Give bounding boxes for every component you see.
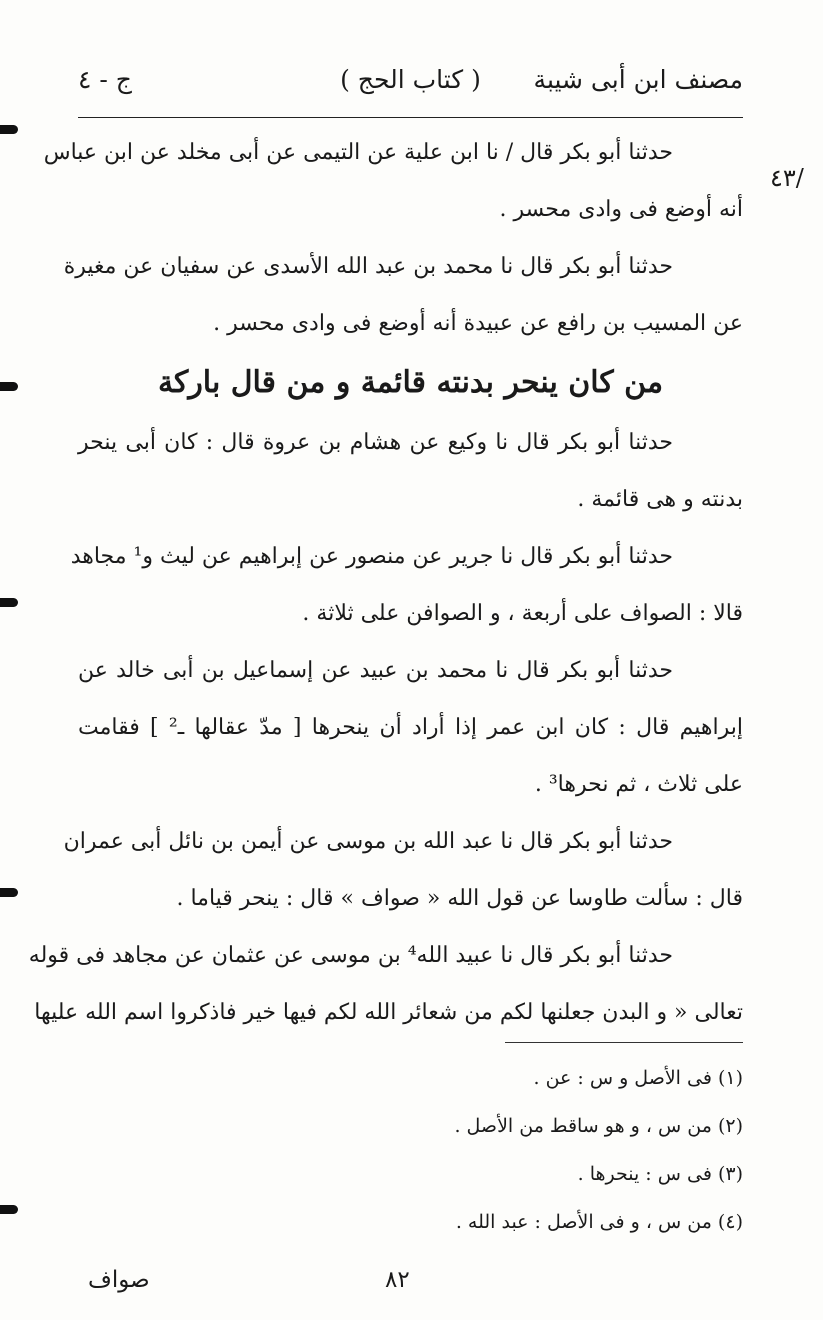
footnote: (١) فى الأصل و س : عن . [533, 1067, 743, 1089]
margin-folio-reference: /٤٣ [770, 164, 804, 192]
binding-mark [0, 1205, 18, 1214]
binding-mark [0, 598, 18, 607]
text-line: على ثلاث ، ثم نحرها³ . [534, 772, 743, 797]
text-line: حدثنا أبو بكر قال نا عبد الله بن موسى عن أيمن بن نائل أبى عمران [63, 829, 673, 854]
header-chapter-title: ( كتاب الحج ) [340, 65, 481, 94]
text-line: قال : سألت طاوسا عن قول الله « صواف » قال : ينحر قياما . [176, 886, 743, 911]
footnote-rule [505, 1042, 743, 1043]
binding-mark [0, 125, 18, 134]
text-line: حدثنا أبو بكر قال نا محمد بن عبيد عن إسماعيل بن أبى خالد عن [78, 658, 673, 683]
binding-mark [0, 888, 18, 897]
footnote: (٤) من س ، و فى الأصل : عبد الله . [455, 1211, 743, 1233]
text-line: حدثنا أبو بكر قال / نا ابن علية عن التيمى عن أبى مخلد عن ابن عباس [43, 140, 673, 165]
header-rule [78, 117, 743, 118]
binding-mark [0, 382, 18, 391]
footnote: (٢) من س ، و هو ساقط من الأصل . [454, 1115, 743, 1137]
page-number: ٨٢ [385, 1267, 410, 1293]
text-line: بدنته و هى قائمة . [577, 487, 743, 512]
text-line: حدثنا أبو بكر قال نا جرير عن منصور عن إبراهيم عن ليث و¹ مجاهد [70, 544, 673, 569]
running-header [78, 60, 743, 104]
text-line: حدثنا أبو بكر قال نا عبيد الله⁴ بن موسى عن عثمان عن مجاهد فى قوله [28, 943, 673, 968]
catchword: صواف [88, 1267, 150, 1293]
text-line: حدثنا أبو بكر قال نا محمد بن عبد الله الأسدى عن سفيان عن مغيرة [63, 254, 673, 279]
text-line: قالا : الصواف على أربعة ، و الصوافن على ثلاثة . [302, 601, 743, 626]
footnote: (٣) فى س : ينحرها . [577, 1163, 743, 1185]
text-line: إبراهيم قال : كان ابن عمر إذا أراد أن ينحرها [ مدّ عقالها ـ² ] فقامت [78, 715, 743, 740]
text-line: أنه أوضع فى وادى محسر . [499, 197, 743, 222]
section-heading: من كان ينحر بدنته قائمة و من قال باركة [157, 365, 664, 400]
header-volume: ج - ٤ [78, 65, 132, 94]
text-line: عن المسيب بن رافع عن عبيدة أنه أوضع فى وادى محسر . [213, 311, 743, 336]
header-book-title: مصنف ابن أبى شيبة [533, 65, 743, 94]
text-line: حدثنا أبو بكر قال نا وكيع عن هشام بن عروة قال : كان أبى ينحر [78, 430, 673, 455]
footnotes [300, 1054, 743, 1246]
text-line: تعالى « و البدن جعلنها لكم من شعائر الله لكم فيها خير فاذكروا اسم الله عليها [34, 1000, 743, 1025]
main-text [28, 124, 743, 1041]
